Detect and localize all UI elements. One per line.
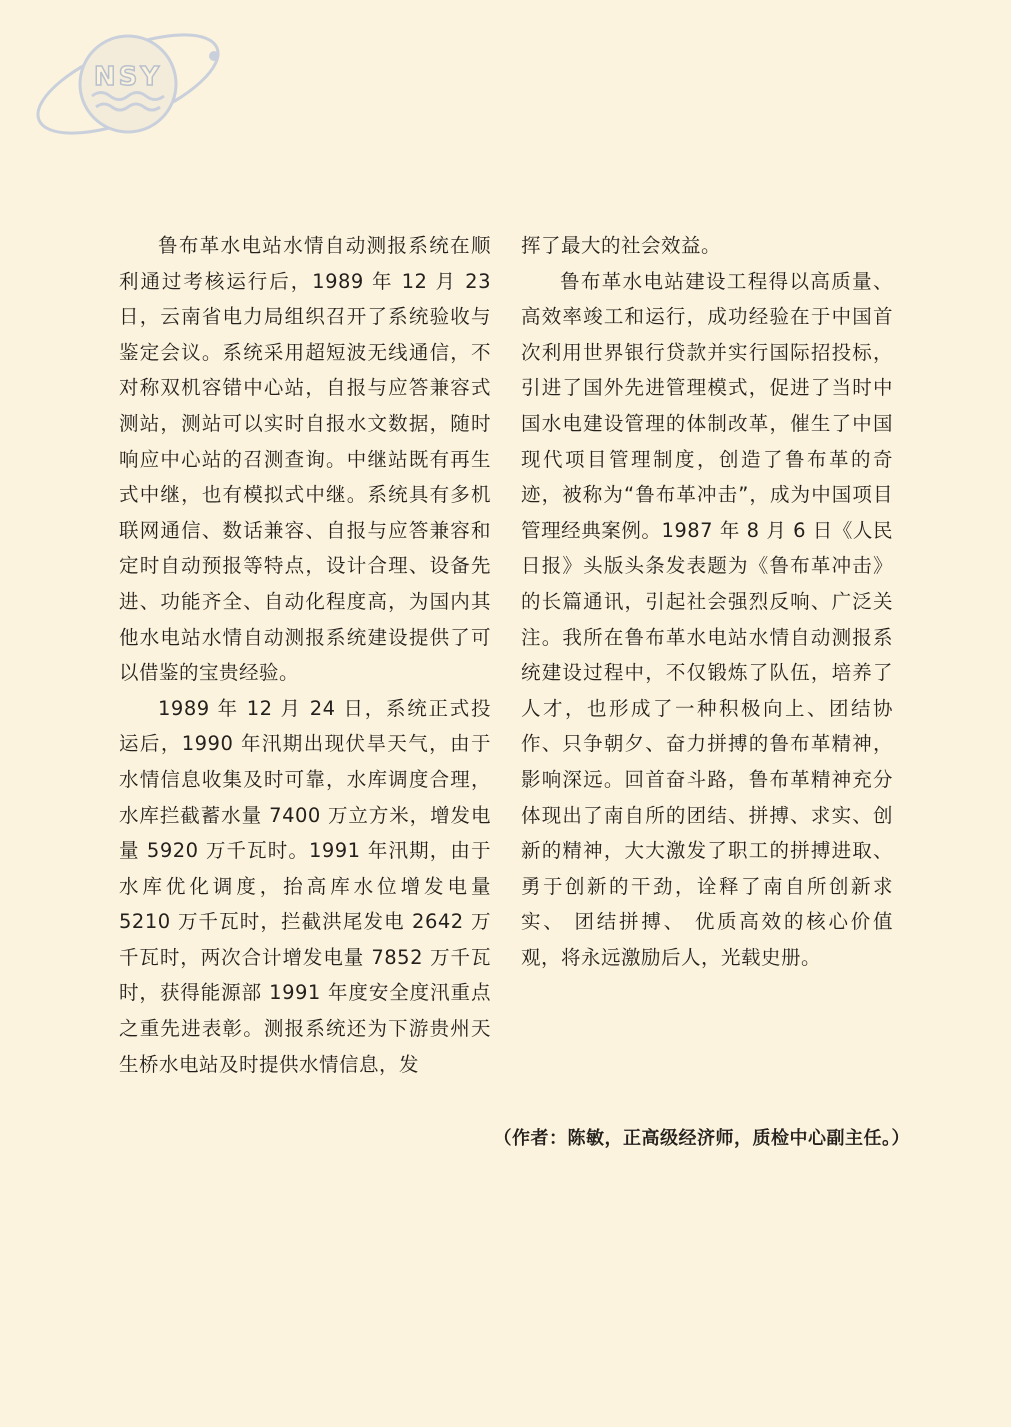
- paragraph-lubuge-spirit: 鲁布革水电站建设工程得以高质量、高效率竣工和运行，成功经验在于中国首次利用世界银行贷款并实行国际招投标，引进了国外先进管理模式，促进了当时中国水电建设管理的体制改革，催生了中国现代项目管理制度，创造了鲁布革的奇迹，被称为“鲁布革冲击”，成为中国项目管理经典案例。1987 年 8 月 6 日《人民日报》头版头条发表题为《鲁布革冲击》的长篇通讯，引起社会强烈反响、广泛关注。我所在鲁布革水电站水情自动测报系统建设过程中，不仅锻炼了队伍，培养了人才，也形成了一种积极向上、团结协作、只争朝夕、奋力拼搏的鲁布革精神，影响深远。回首奋斗路，鲁布革精神充分体现出了南自所的团结、拼搏、求实、创新的精神，大大激发了职工的拼搏进取、勇于创新的干劲，诠释了南自所创新求实、 团结拼搏、 优质高效的核心价值观，将永远激励后人，光载史册。: [521, 269, 893, 969]
- left-column: [119, 228, 491, 1082]
- author-note: （作者：陈敏，正高级经济师，质检中心副主任。）: [493, 1128, 910, 1149]
- paragraph-continuation: 挥了最大的社会效益。: [521, 234, 722, 257]
- nsy-logo: [28, 22, 248, 152]
- paragraph-operation-benefits: 1989 年 12 月 24 日，系统正式投运后，1990 年汛期出现伏旱天气，由于水情信息收集及时可靠，水库调度合理，水库拦截蓄水量 7400 万立方米，增发电量 5920 万千瓦时。1991 年汛期，由于水库优化调度，抬高库水位增发电量 5210 万千瓦时，拦截洪尾发电 2642 万千瓦时，两次合计增发电量 7852 万千瓦时，获得能源部 1991 年度安全度汛重点之重先进表彰。测报系统还为下游贵州天生桥水电站及时提供水情信息，发: [119, 696, 491, 1076]
- paragraph-acceptance: 鲁布革水电站水情自动测报系统在顺利通过考核运行后，1989 年 12 月 23 日，云南省电力局组织召开了系统验收与鉴定会议。系统采用超短波无线通信，不对称双机容错中心站，自报与应答兼容式测站，测站可以实时自报水文数据，随时响应中心站的召测查询。中继站既有再生式中继，也有模拟式中继。系统具有多机联网通信、数话兼容、自报与应答兼容和定时自动预报等特点，设计合理、设备先进、功能齐全、自动化程度高，为国内其他水电站水情自动测报系统建设提供了可以借鉴的宝贵经验。: [119, 234, 491, 685]
- nsy-logo-graphic: [28, 22, 248, 152]
- logo-text: NSY: [93, 62, 163, 92]
- right-column: [521, 228, 893, 975]
